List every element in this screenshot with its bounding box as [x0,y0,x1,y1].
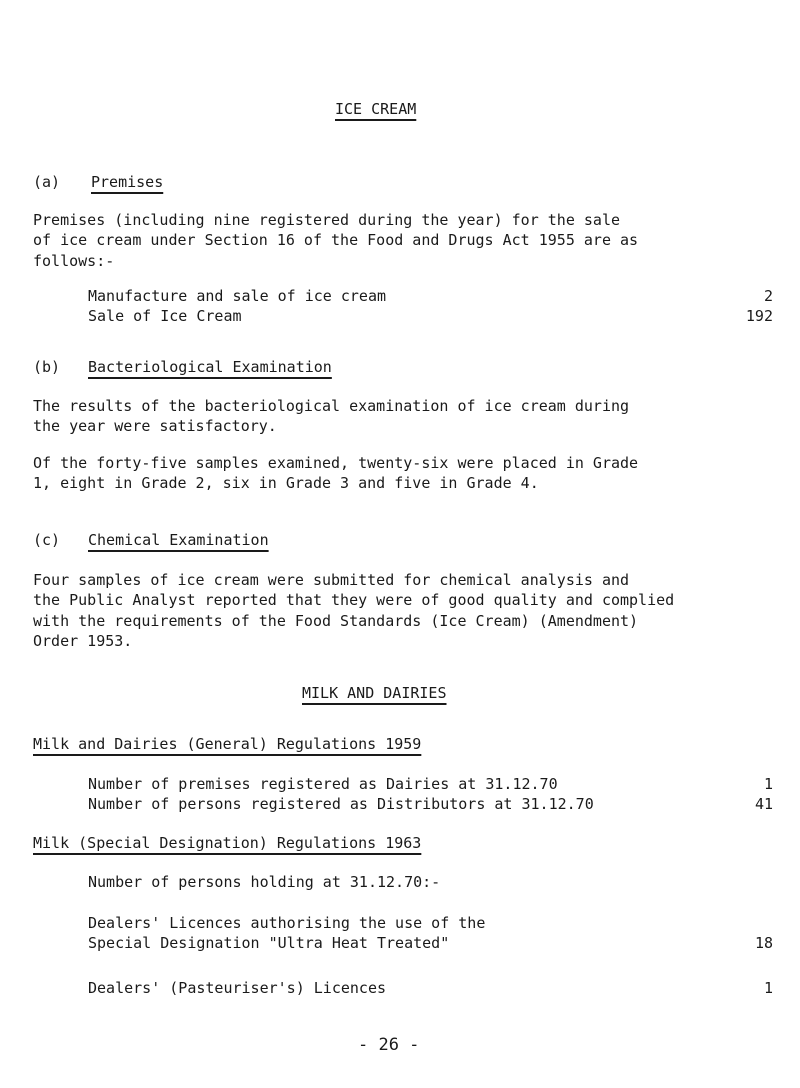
page-number: - 26 - [358,1035,420,1055]
heading-letter-b: (b) [33,358,61,376]
dairies-row-distributors [88,794,773,814]
dairies-row-value: 41 [754,795,773,813]
premises-row-label: Sale of Ice Cream [88,307,242,325]
heading-bacteriological-examination: Bacteriological Examination [88,358,332,376]
special-item1-line2: Special Designation "Ultra Heat Treated" [88,934,450,952]
special-item1-line1: Dealers' Licences authorising the use of the [88,914,486,932]
premises-text: Premises (including nine registered during the year) for the sale of ice cream under Section 16 of the Food and Drugs Act 1955 are as follows:- [33,211,639,270]
heading-premises: Premises [91,173,164,191]
chemical-text: Four samples of ice cream were submitted for chemical analysis and the Public Analyst reported that they were of good quality and complied with the requirements of the Food Standards (Ice Cream) (Amendment) Order 1953. [33,571,675,651]
heading-letter-c: (c) [33,531,61,549]
special-item1-row [88,933,773,953]
premises-row-value: 192 [745,307,773,325]
special-item2-row [88,978,773,998]
dairies-row-label: Number of persons registered as Distributors at 31.12.70 [88,795,594,813]
bacteriological-text-2: Of the forty-five samples examined, twenty-six were placed in Grade 1, eight in Grade 2, six in Grade 3 and five in Grade 4. [33,454,639,493]
premises-row-sale [88,306,773,326]
heading-milk-special-designation: Milk (Special Designation) Regulations 1963 [33,834,422,852]
special-item1-value: 18 [754,934,773,952]
premises-row-label: Manufacture and sale of ice cream [88,287,387,305]
premises-row-manufacture [88,286,773,306]
special-intro: Number of persons holding at 31.12.70:- [88,873,441,891]
heading-letter-a: (a) [33,173,61,191]
dairies-row-label: Number of premises registered as Dairies at 31.12.70 [88,775,558,793]
heading-milk-dairies-general: Milk and Dairies (General) Regulations 1959 [33,735,422,753]
dairies-row-value: 1 [763,775,773,793]
heading-chemical-examination: Chemical Examination [88,531,269,549]
bacteriological-text-1: The results of the bacteriological examination of ice cream during the year were satisfactory. [33,397,630,436]
section-title-ice-cream: ICE CREAM [335,100,417,118]
premises-row-value: 2 [763,287,773,305]
special-item2-value: 1 [763,979,773,997]
section-title-milk-and-dairies: MILK AND DAIRIES [302,684,447,702]
special-item2-label: Dealers' (Pasteuriser's) Licences [88,979,387,997]
dairies-row-premises [88,774,773,794]
